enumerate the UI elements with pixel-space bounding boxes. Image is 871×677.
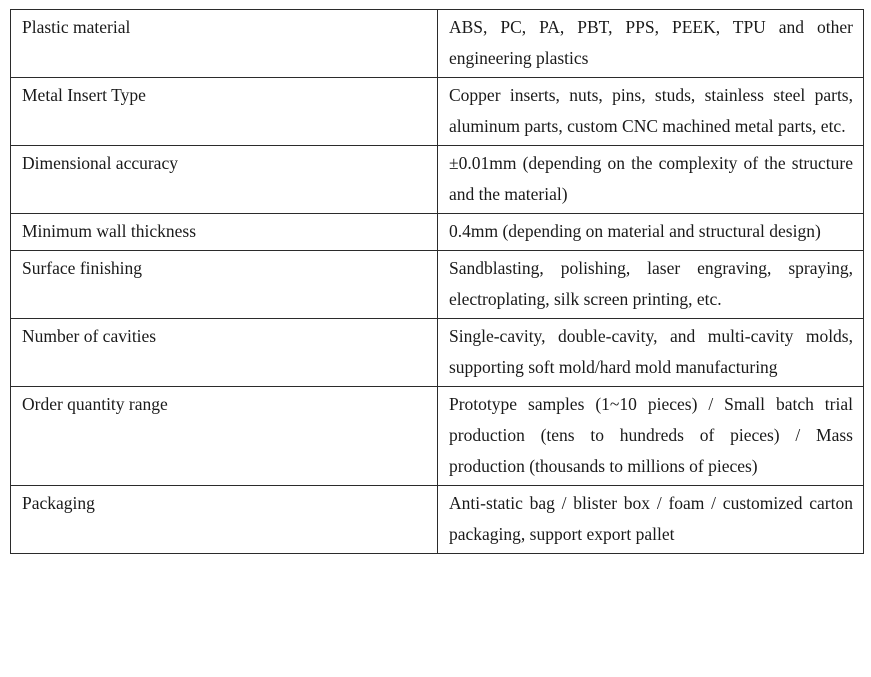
row-label: Dimensional accuracy: [11, 146, 438, 214]
table-row: [11, 78, 864, 146]
row-value: Single-cavity, double-cavity, and multi-cavity molds, supporting soft mold/hard mold manufacturing: [438, 319, 864, 387]
row-value: Prototype samples (1~10 pieces) / Small batch trial production (tens to hundreds of pieces) / Mass production (thousands to millions of pieces): [438, 387, 864, 486]
row-value: 0.4mm (depending on material and structural design): [438, 214, 864, 251]
row-value: ±0.01mm (depending on the complexity of the structure and the material): [438, 146, 864, 214]
row-label: Packaging: [11, 486, 438, 554]
row-label: Plastic material: [11, 10, 438, 78]
table-row: [11, 214, 864, 251]
table-row: [11, 146, 864, 214]
table-row: [11, 319, 864, 387]
row-value: Sandblasting, polishing, laser engraving, spraying, electroplating, silk screen printing, etc.: [438, 251, 864, 319]
table-row: [11, 251, 864, 319]
table-row: [11, 10, 864, 78]
row-label: Order quantity range: [11, 387, 438, 486]
row-label: Minimum wall thickness: [11, 214, 438, 251]
row-label: Number of cavities: [11, 319, 438, 387]
row-value: Anti-static bag / blister box / foam / customized carton packaging, support export pallet: [438, 486, 864, 554]
row-label: Surface finishing: [11, 251, 438, 319]
table-row: [11, 486, 864, 554]
row-label: Metal Insert Type: [11, 78, 438, 146]
row-value: Copper inserts, nuts, pins, studs, stainless steel parts, aluminum parts, custom CNC machined metal parts, etc.: [438, 78, 864, 146]
row-value: ABS, PC, PA, PBT, PPS, PEEK, TPU and other engineering plastics: [438, 10, 864, 78]
spec-table: [10, 9, 864, 554]
table-row: [11, 387, 864, 486]
